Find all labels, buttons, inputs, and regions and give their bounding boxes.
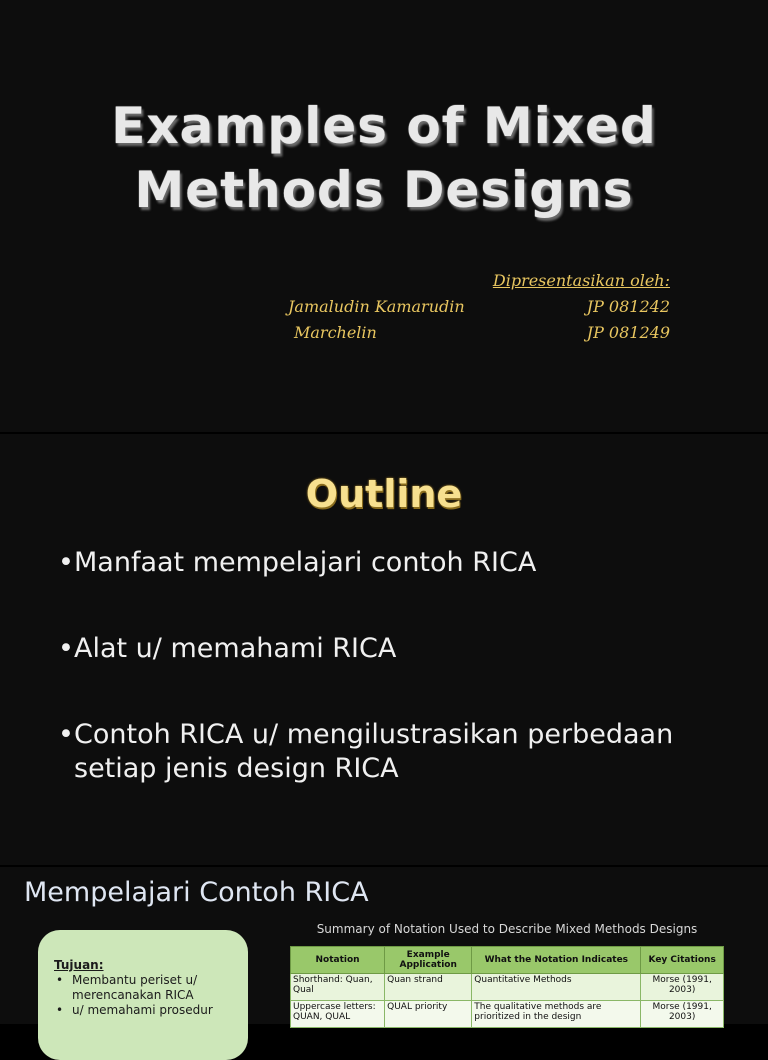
table-cell: Quantitative Methods xyxy=(472,974,641,1001)
column-header: Notation xyxy=(291,947,385,974)
presentation-title xyxy=(0,94,768,222)
notation-table xyxy=(290,946,724,1028)
presenter-row xyxy=(286,294,670,320)
outline-item: • Manfaat mempelajari contoh RICA xyxy=(58,546,748,580)
title-line-1: Examples of Mixed xyxy=(111,97,657,155)
presenter-name: Jamaludin Kamarudin xyxy=(288,297,465,316)
column-header: Example Application xyxy=(385,947,472,974)
table-cell: Quan strand xyxy=(385,974,472,1001)
table-caption: Summary of Notation Used to Describe Mixed Methods Designs xyxy=(316,922,698,936)
presenter-name: Marchelin xyxy=(294,323,377,342)
column-header: Key Citations xyxy=(641,947,724,974)
presenter-id: JP 081242 xyxy=(586,297,670,316)
outline-item: • Alat u/ memahami RICA xyxy=(58,632,748,666)
slide-title: Mempelajari Contoh RICA xyxy=(24,877,369,908)
tujuan-item: • u/ memahami prosedur xyxy=(54,1003,234,1018)
column-header: What the Notation Indicates xyxy=(472,947,641,974)
tujuan-list xyxy=(54,973,234,1018)
table-header-row xyxy=(291,947,724,974)
table-cell: Morse (1991, 2003) xyxy=(641,974,724,1001)
table-cell: The qualitative methods are prioritized in the design xyxy=(472,1001,641,1028)
title-line-2: Methods Designs xyxy=(134,161,634,219)
tujuan-box xyxy=(38,930,248,1060)
table-row xyxy=(291,974,724,1001)
outline-title: Outline xyxy=(305,472,463,516)
outline-item: • Contoh RICA u/ mengilustrasikan perbedaan setiap jenis design RICA xyxy=(58,718,748,786)
presenter-block xyxy=(286,268,670,346)
outline-list xyxy=(58,546,748,838)
presented-by-label: Dipresentasikan oleh: xyxy=(492,271,670,290)
presenter-id: JP 081249 xyxy=(586,323,670,342)
tujuan-item: • Membantu periset u/ merencanakan RICA xyxy=(54,973,234,1003)
table-cell: QUAL priority xyxy=(385,1001,472,1028)
table-row xyxy=(291,1001,724,1028)
presenter-row xyxy=(286,320,670,346)
table-cell: Shorthand: Quan, Qual xyxy=(291,974,385,1001)
table-cell: Morse (1991, 2003) xyxy=(641,1001,724,1028)
table-cell: Uppercase letters: QUAN, QUAL xyxy=(291,1001,385,1028)
tujuan-label: Tujuan: xyxy=(54,958,104,972)
